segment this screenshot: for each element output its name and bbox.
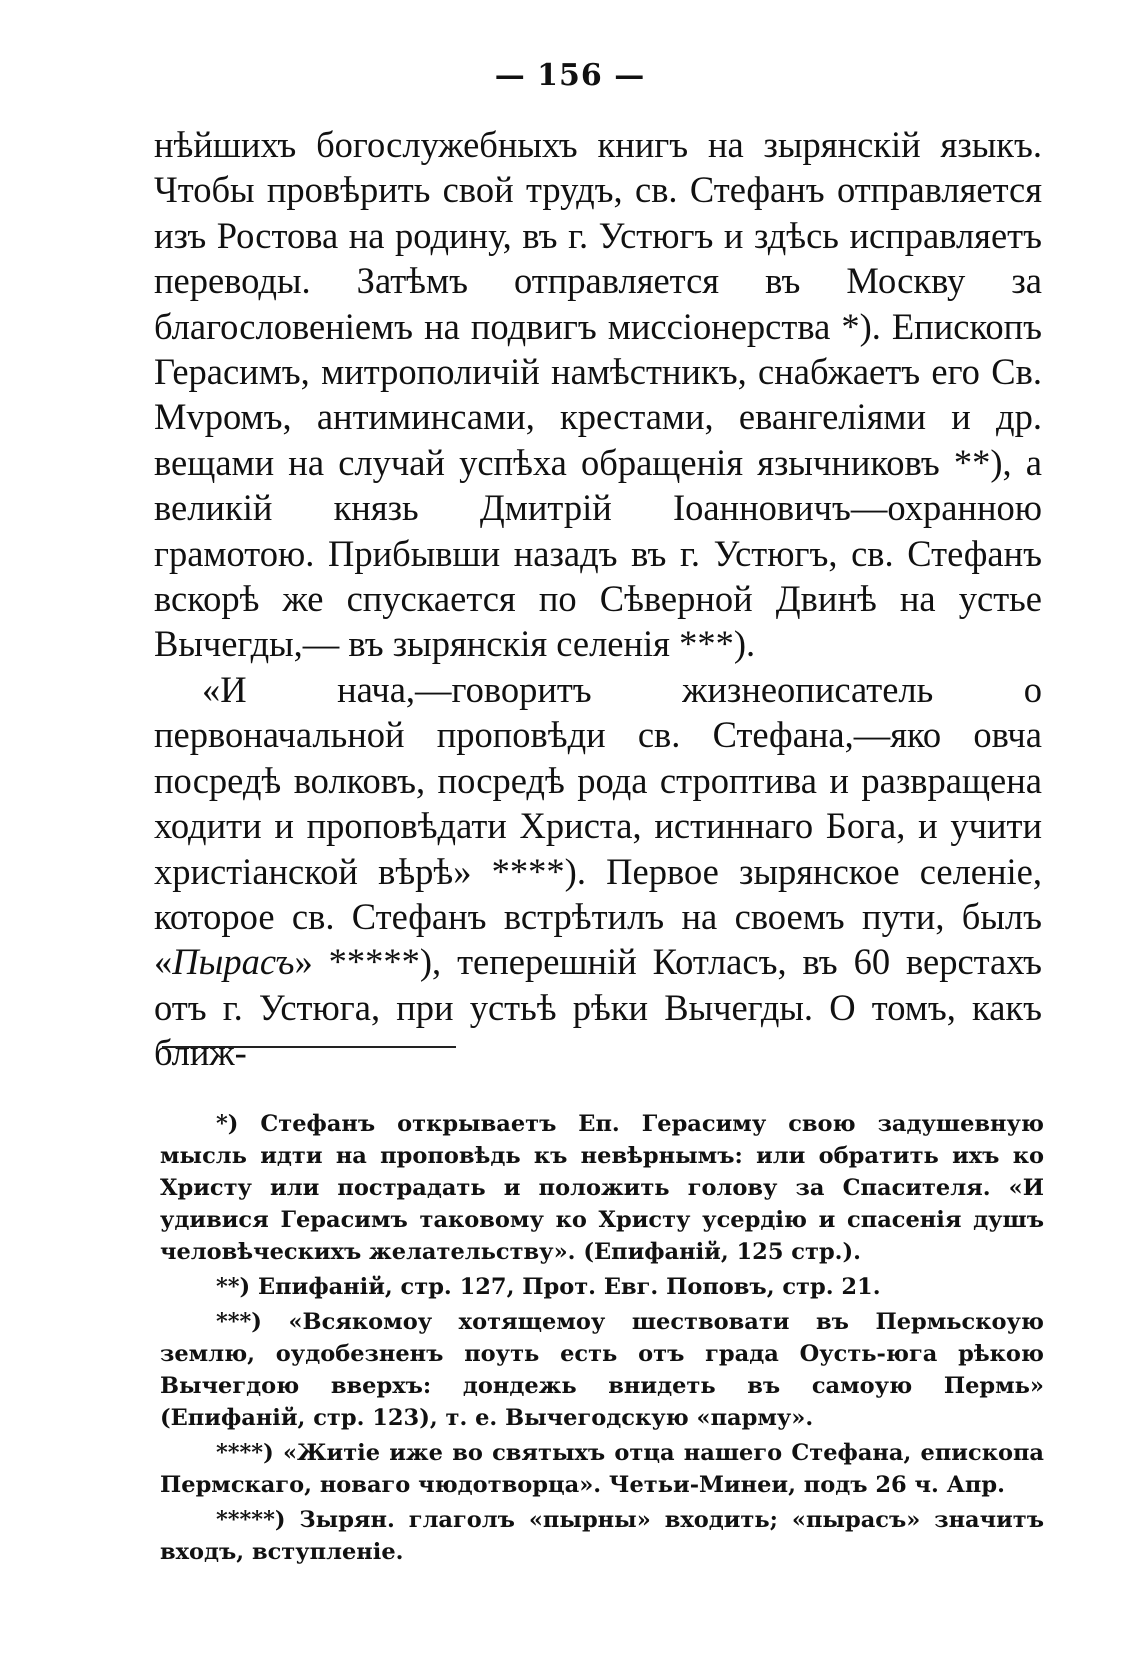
main-text <box>154 122 1042 1076</box>
paragraph-2-part-b: » *****), теперешній Котласъ, въ 60 верстахъ отъ г. Устюга, при устьѣ рѣки Вычегды. О томъ, какъ ближ- <box>154 941 1042 1074</box>
footnote-2: **) Епифаній, стр. 127, Прот. Евг. Поповъ, стр. 21. <box>216 1274 881 1300</box>
footnote-4: ****) «Житіе иже во святыхъ отца нашего Стефана, епископа Пермскаго, новаго чюдотворца». Четьи-Минеи, подъ 26 ч. Апр. <box>160 1440 1044 1498</box>
paragraph-1: нѣйшихъ богослужебныхъ книгъ на зырянскій языкъ. Чтобы провѣрить свой трудъ, св. Стефанъ отправляется изъ Ростова на родину, въ г. Устюгъ и здѣсь исправляетъ переводы. Затѣмъ отправляется въ Москву за благословеніемъ на подвигъ миссіонерства *). Епископъ Герасимъ, митрополичій намѣстникъ, снабжаетъ его Св. Мvромъ, антиминсами, крестами, евангеліями и др. вещами на случай успѣха обращенія язычниковъ **), а великій князь Дмитрій Іоанновичъ—охранною грамотою. Прибывши назадъ въ г. Устюгъ, св. Стефанъ вскорѣ же спускается по Сѣверной Двинѣ на устье Вычегды,— въ зырянскія селенія ***). <box>154 124 1042 665</box>
footnote-3: ***) «Всякомоу хотящемоу шествовати въ Пермьскоую землю, оудобезненъ поуть есть отъ града Оусть-юга рѣкою Вычегдою вверхъ: дондежь внидеть въ самоую Пермь» (Епифаній, стр. 123), т. е. Вычегодскую «парму». <box>160 1309 1044 1431</box>
footnote-1: *) Стефанъ открываетъ Еп. Герасиму свою задушевную мысль идти на проповѣдь къ невѣрнымъ: или обратить ихъ ко Христу или пострадать и положить голову за Спасителя. «И удивися Герасимъ таковому ко Христу усердію и спасенія душъ человѣческихъ желательству». (Епифаній, 125 стр.). <box>160 1111 1044 1265</box>
place-name-italic: Пырасъ <box>172 941 295 983</box>
footnotes <box>160 1108 1044 1571</box>
paragraph-2 <box>154 667 1042 1076</box>
page-number: — 156 — <box>494 58 646 93</box>
footnote-5: *****) Зырян. глаголъ «пырны» входить; «пырасъ» значитъ входъ, вступленіе. <box>160 1507 1044 1565</box>
paragraph-2-part-a: «И нача,—говоритъ жизнеописатель о первоначальной проповѣди св. Стефана,—яко овча посредѣ волковъ, посредѣ рода строптива и развращена ходити и проповѣдати Христа, истиннаго Бога, и учити христіанской вѣрѣ» ****). Первое зырянское селеніе, которое св. Стефанъ встрѣтилъ на своемъ пути, былъ « <box>154 668 1042 983</box>
footnote-separator <box>162 1046 456 1048</box>
